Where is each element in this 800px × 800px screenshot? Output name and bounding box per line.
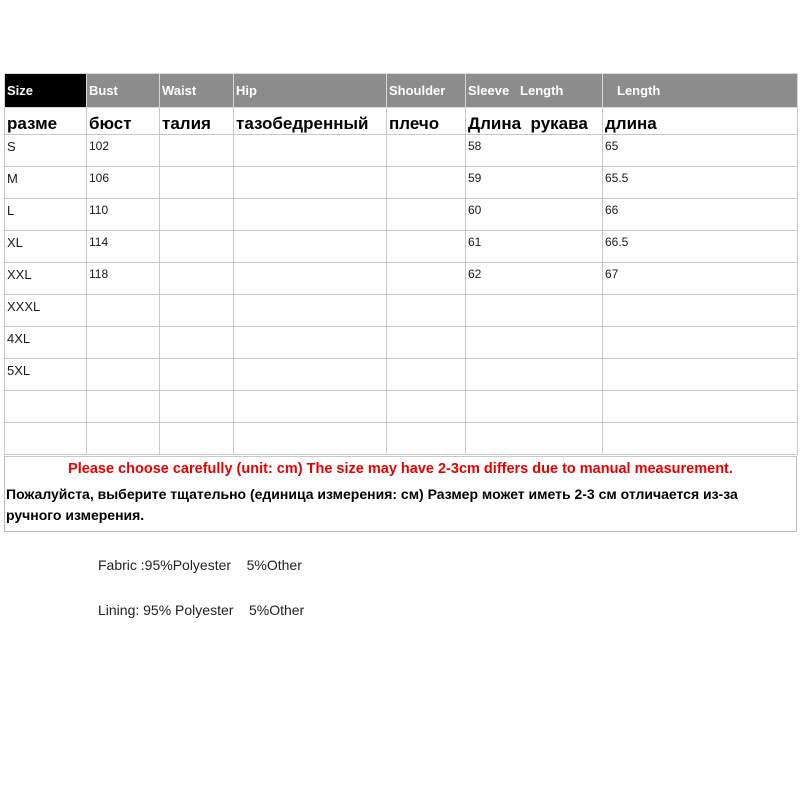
header-size: Size bbox=[5, 74, 87, 108]
table-cell: 5XL bbox=[5, 359, 87, 391]
table-cell: S bbox=[5, 135, 87, 167]
table-cell bbox=[387, 231, 466, 263]
table-cell bbox=[234, 423, 387, 455]
table-cell bbox=[234, 359, 387, 391]
table-cell bbox=[387, 359, 466, 391]
table-cell bbox=[387, 391, 466, 423]
table-cell bbox=[234, 391, 387, 423]
table-cell bbox=[234, 199, 387, 231]
table-cell: 61 bbox=[466, 231, 603, 263]
header-bust: Bust bbox=[87, 74, 160, 108]
table-cell bbox=[234, 263, 387, 295]
table-row bbox=[5, 135, 798, 167]
table-cell bbox=[160, 263, 234, 295]
header-length: Length bbox=[603, 74, 798, 108]
table-cell bbox=[87, 391, 160, 423]
table-cell: 4XL bbox=[5, 327, 87, 359]
table-cell bbox=[603, 295, 798, 327]
header-ru-shoulder: плечо bbox=[387, 108, 466, 135]
table-cell: 110 bbox=[87, 199, 160, 231]
table-cell bbox=[160, 199, 234, 231]
table-cell bbox=[603, 391, 798, 423]
table-cell bbox=[387, 199, 466, 231]
size-table bbox=[4, 73, 798, 455]
table-cell bbox=[234, 295, 387, 327]
header-ru-hip: тазобедренный bbox=[234, 108, 387, 135]
table-row bbox=[5, 359, 798, 391]
table-cell bbox=[466, 327, 603, 359]
table-cell bbox=[603, 327, 798, 359]
table-cell: XL bbox=[5, 231, 87, 263]
table-cell: XXL bbox=[5, 263, 87, 295]
header-row-ru bbox=[5, 108, 798, 135]
table-cell: 60 bbox=[466, 199, 603, 231]
table-cell: 62 bbox=[466, 263, 603, 295]
lining-info: Lining: 95% Polyester 5%Other bbox=[98, 602, 305, 618]
table-cell bbox=[466, 359, 603, 391]
table-cell bbox=[160, 135, 234, 167]
note-box bbox=[4, 456, 797, 532]
table-cell: XXXL bbox=[5, 295, 87, 327]
table-cell bbox=[387, 295, 466, 327]
table-cell bbox=[234, 135, 387, 167]
header-ru-length: длина bbox=[603, 108, 798, 135]
table-cell bbox=[387, 327, 466, 359]
table-row bbox=[5, 167, 798, 199]
table-cell: 67 bbox=[603, 263, 798, 295]
table-cell bbox=[234, 231, 387, 263]
header-ru-sleeve-length: Длина рукава bbox=[466, 108, 603, 135]
table-cell bbox=[387, 263, 466, 295]
table-cell: 66 bbox=[603, 199, 798, 231]
table-cell bbox=[160, 359, 234, 391]
table-cell bbox=[87, 423, 160, 455]
table-cell bbox=[160, 231, 234, 263]
table-cell bbox=[387, 135, 466, 167]
table-cell: 65.5 bbox=[603, 167, 798, 199]
table-cell bbox=[5, 423, 87, 455]
table-cell: 65 bbox=[603, 135, 798, 167]
table-cell: M bbox=[5, 167, 87, 199]
fabric-info: Fabric :95%Polyester 5%Other bbox=[98, 557, 302, 573]
table-cell bbox=[387, 167, 466, 199]
header-ru-bust: бюст bbox=[87, 108, 160, 135]
table-cell: 102 bbox=[87, 135, 160, 167]
header-ru-size: разме bbox=[5, 108, 87, 135]
table-row bbox=[5, 423, 798, 455]
header-sleeve-length: Sleeve Length bbox=[466, 74, 603, 108]
table-cell bbox=[87, 359, 160, 391]
table-row bbox=[5, 327, 798, 359]
table-cell bbox=[387, 423, 466, 455]
header-shoulder: Shoulder bbox=[387, 74, 466, 108]
table-cell: 114 bbox=[87, 231, 160, 263]
table-cell bbox=[466, 295, 603, 327]
header-ru-waist: талия bbox=[160, 108, 234, 135]
table-cell bbox=[5, 391, 87, 423]
table-cell: 66.5 bbox=[603, 231, 798, 263]
table-cell: L bbox=[5, 199, 87, 231]
table-cell bbox=[234, 327, 387, 359]
header-hip: Hip bbox=[234, 74, 387, 108]
table-cell bbox=[160, 391, 234, 423]
table-row bbox=[5, 295, 798, 327]
table-cell bbox=[234, 167, 387, 199]
table-cell: 58 bbox=[466, 135, 603, 167]
note-russian: Пожалуйста, выберите тщательно (единица измерения: см) Размер может иметь 2-3 см отличается из-за ручного измерения. bbox=[6, 486, 738, 523]
header-waist: Waist bbox=[160, 74, 234, 108]
table-cell bbox=[160, 423, 234, 455]
table-cell bbox=[160, 167, 234, 199]
table-cell: 106 bbox=[87, 167, 160, 199]
table-cell bbox=[603, 423, 798, 455]
table-cell bbox=[466, 391, 603, 423]
table-cell bbox=[160, 295, 234, 327]
table-cell: 118 bbox=[87, 263, 160, 295]
table-cell bbox=[160, 327, 234, 359]
table-row bbox=[5, 263, 798, 295]
table-cell bbox=[87, 295, 160, 327]
table-cell bbox=[603, 359, 798, 391]
table-cell bbox=[87, 327, 160, 359]
table-cell: 59 bbox=[466, 167, 603, 199]
note-english: Please choose carefully (unit: cm) The size may have 2-3cm differs due to manual measurement. bbox=[68, 461, 733, 477]
table-row bbox=[5, 199, 798, 231]
table-row bbox=[5, 231, 798, 263]
table-cell bbox=[466, 423, 603, 455]
table-row bbox=[5, 391, 798, 423]
header-row-en bbox=[5, 74, 798, 108]
